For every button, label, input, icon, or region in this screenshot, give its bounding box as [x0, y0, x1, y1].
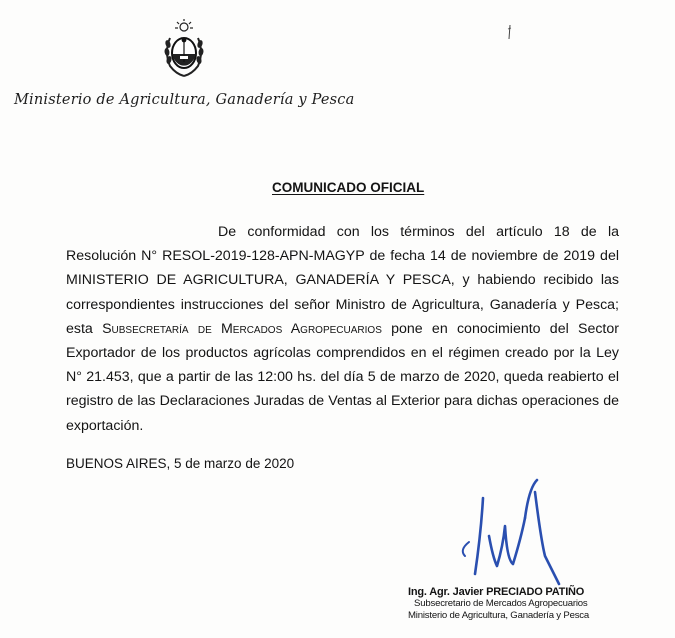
handwritten-signature [455, 478, 567, 586]
document-title: COMUNICADO OFICIAL [272, 180, 425, 195]
body-text-subsecretaria: Subsecretaría de Mercados Agropecuarios [102, 320, 382, 337]
signatory-ministry: Ministerio de Agricultura, Ganadería y Pesca [408, 610, 590, 621]
signature-block [408, 586, 589, 622]
body-text-part-1: De conformidad con los términos del artículo 18 de la Resolución N° RESOL-2019-128-APN-MAGYP de fecha 14 de noviembre de 2019 del MINISTERIO DE AGRICULTURA, GANADERÍA Y PESCA, y habiendo recibido las correspondientes instrucciones del señor Ministro de Agricultura, Ganadería y Pesca; esta [66, 224, 619, 337]
signatory-name: Ing. Agr. Javier PRECIADO PATIÑO [408, 586, 585, 598]
argentina-coat-of-arms-icon [160, 18, 208, 80]
ministry-letterhead: Ministerio de Agricultura, Ganadería y Pesca [14, 92, 355, 108]
signatory-role: Subsecretario de Mercados Agropecuarios [414, 598, 588, 609]
body-paragraph [66, 220, 619, 438]
date-line: BUENOS AIRES, 5 de marzo de 2020 [66, 456, 295, 471]
body-text-part-3: pone en conocimiento del Sector Exportador de los productos agrícolas comprendidos en el régimen creado por la Ley N° 21.453, que a partir de las 12:00 hs. del día 5 de marzo de 2020, queda reabierto el registro de las Declaraciones Juradas de Ventas al Exterior para dichas operaciones de exportación. [66, 320, 619, 434]
pen-mark [505, 24, 513, 40]
